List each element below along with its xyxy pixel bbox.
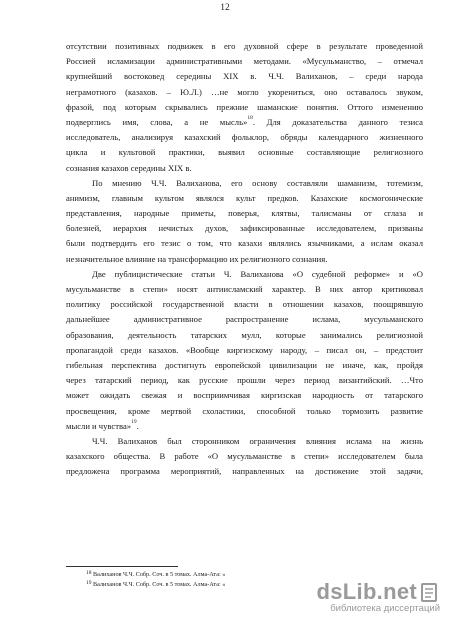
text-line-content: мусульманстве в степи» носят антиисламский характер. В них автор критиковал xyxy=(66,284,423,294)
text-line-content: подверглись имя, слова, а не мысль» xyxy=(66,116,248,127)
text-line-content: исследователь, анализируя казахский фольклор, обряды календарного жизненного xyxy=(66,132,423,143)
text-line xyxy=(66,419,423,434)
text-line xyxy=(66,161,423,176)
text-line xyxy=(66,130,423,145)
text-line-content: просвещения, кроме мертвой схоластики, способной только тормозить развитие xyxy=(66,405,423,416)
text-line xyxy=(66,343,423,358)
text-line-content: сознания казахов середины XIX в. xyxy=(66,162,192,173)
text-line-content: крупнейший востоковед середины XIX в. Ч.Ч. Валиханов, – среди народа xyxy=(66,71,423,82)
footnote-ref: 18 xyxy=(247,114,253,121)
text-line-content: гибельная перспектива достигнуть европейской цивилизации не иначе, как, пройдя xyxy=(66,359,423,370)
text-line xyxy=(66,206,423,221)
text-line-content: мысли и чувства» xyxy=(66,420,132,431)
text-line xyxy=(66,85,423,100)
text-line xyxy=(66,297,423,312)
text-line xyxy=(66,464,423,479)
text-line xyxy=(66,358,423,373)
footnote-text: Валиханов Ч.Ч. Собр. Соч. в 5 томах. Алма-Ата: « xyxy=(93,571,226,578)
text-line xyxy=(66,69,423,84)
text-line-content: фразой, под которым скрывались прежние шаманские понятия. Оттого изменению xyxy=(66,101,423,112)
text-line xyxy=(66,328,423,343)
body-text xyxy=(66,39,423,479)
text-line-content: отсутствии позитивных подвижек в его духовной сфере в результате проведенной xyxy=(66,41,423,51)
text-line xyxy=(66,267,423,282)
text-line-content: Две публицистические статьи Ч. Валиханова «О судебной реформе» и «О xyxy=(92,268,423,279)
book-logo-icon xyxy=(420,581,440,603)
text-line-content: цикла и культовой практики, выявил основные составляющие религиозного xyxy=(66,147,423,158)
text-line-content: казахского общества. В работе «О мусульманстве в степи» исследователем была xyxy=(66,451,423,462)
text-line xyxy=(66,145,423,160)
text-line-content: через татарский период, как русские прошли через период византийский. …Что xyxy=(66,375,423,386)
footnote-divider xyxy=(66,566,178,567)
watermark-name: dsLib.net xyxy=(316,579,417,604)
text-line xyxy=(66,191,423,206)
text-line-content: неграмотного (казахов. – Ю.Л.) …не могло укорениться, оно оставалось звуком, xyxy=(66,86,423,97)
footnote-ref: 19 xyxy=(131,418,137,425)
text-line-content: пропагандой среди казахов. «Вообще киргизскому народу, – писал он, – предстоит xyxy=(66,344,423,355)
text-line-content: болезней, иерархия нечистых духов, зафиксированные исследователем, призваны xyxy=(66,223,423,234)
text-line-tail: . Для доказательства данного тезиса xyxy=(252,116,423,127)
text-line-content: политику российской государственной власти в отношении казахов, поощрявшую xyxy=(66,299,423,310)
text-line-tail: . xyxy=(136,420,139,431)
text-line-content: были подтвердить его тезис о том, что казахи являлись язычниками, а ислам оказал xyxy=(66,238,423,249)
footnote-text: Валиханов Ч.Ч. Собр. Соч. в 5 томах. Алма-Ата: « xyxy=(93,581,226,588)
text-line xyxy=(66,221,423,236)
text-line xyxy=(66,100,423,115)
text-line xyxy=(66,252,423,267)
text-line xyxy=(66,282,423,297)
text-line-content: Россией исламизации административными методами. «Мусульманство, – отмечал xyxy=(66,56,423,67)
text-line xyxy=(66,312,423,327)
text-line-content: По мнению Ч.Ч. Валиханова, его основу составляли шаманизм, тотемизм, xyxy=(92,177,423,188)
footnote-number: 18 xyxy=(86,570,92,576)
text-line xyxy=(66,176,423,191)
dslib-watermark xyxy=(290,579,440,619)
text-line xyxy=(66,388,423,403)
text-line-content: незначительное влияние на трансформацию их религиозного сознания. xyxy=(66,253,328,264)
text-line xyxy=(66,236,423,251)
text-line-content: дальнейшее административное распространение ислама, мусульманского xyxy=(66,314,423,325)
text-line-content: анимизм, главным культом являлся культ предков. Казахские космогонические xyxy=(66,192,423,203)
watermark-subtitle: библиотека диссертаций xyxy=(330,603,440,614)
text-line-content: представления, народные приметы, поверья, клятвы, талисманы от сглаза и xyxy=(66,208,423,219)
text-line-content: предложена программа мероприятий, направленных на достижение этой задачи, xyxy=(66,466,423,477)
text-line xyxy=(66,115,423,130)
text-line-content: может ожидать свежая и восприимчивая киргизская народность от татарского xyxy=(66,390,423,401)
page-number: 12 xyxy=(220,3,230,13)
text-line xyxy=(66,39,423,54)
text-line xyxy=(66,434,423,449)
text-line-content: Ч.Ч. Валиханов был сторонником ограничения влияния ислама на жизнь xyxy=(92,435,423,446)
text-line-content: образования, деятельность татарских мулл, которые занимались религиозной xyxy=(66,329,423,340)
text-line xyxy=(66,373,423,388)
footnote-number: 19 xyxy=(86,580,92,586)
text-line xyxy=(66,449,423,464)
text-line xyxy=(66,54,423,69)
text-line xyxy=(66,404,423,419)
